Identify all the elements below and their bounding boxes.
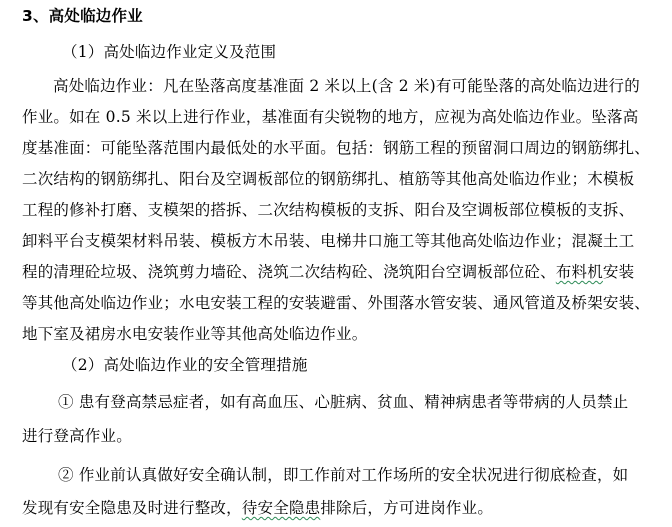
paragraph-line-2: 作业。如在 0.5 米以上进行作业，基准面有尖锐物的地方，应视为高处临边作业。坠落高 — [22, 108, 639, 126]
list-item-1-line-2: 进行登高作业。 — [22, 427, 132, 445]
list-item-2-line-1 — [58, 465, 628, 485]
list-item-1-line-1 — [58, 392, 628, 412]
paragraph-line-1: 高处临边作业：凡在坠落高度基准面 2 米以上(含 2 米)有可能坠落的高处临边进行的 — [53, 77, 640, 95]
list-item-2-line-2-after: 排除后，方可进岗作业。 — [320, 499, 494, 517]
paragraph-line-7-tail: 安装 — [602, 263, 635, 281]
subsection-1-title: （1）高处临边作业定义及范围 — [62, 43, 277, 61]
spellcheck-underlined-text: 布料机 — [555, 263, 603, 281]
paragraph-line-7 — [22, 262, 634, 282]
paragraph-line-7-text: 程的清理砼垃圾、浇筑剪力墙砼、浇筑二次结构砼、浇筑阳台空调板部位砼、 — [22, 263, 556, 281]
paragraph-line-5: 工程的修补打磨、支模架的搭拆、二次结构模板的支拆、阳台及空调板部位模板的支拆、 — [22, 201, 635, 219]
list-item-2-text: 作业前认真做好安全确认制，即工作前对工作场所的安全状况进行彻底检查，如 — [78, 466, 629, 484]
list-item-1-text: 患有登高禁忌症者，如有高血压、心脏病、贫血、精神病患者等带病的人员禁止 — [78, 393, 629, 411]
list-item-2-line-2 — [22, 498, 493, 518]
paragraph-line-3: 度基准面：可能坠落范围内最低处的水平面。包括：钢筋工程的预留洞口周边的钢筋绑扎、 — [22, 139, 651, 157]
spellcheck-underlined-text: 待安全隐患 — [241, 499, 321, 517]
paragraph-line-8: 等其他高处临边作业；水电安装工程的安装避雷、外围落水管安装、通风管道及桥架安装、 — [22, 294, 651, 312]
section-heading: 3、高处临边作业 — [22, 7, 143, 25]
list-item-2-line-2-before: 发现有安全隐患及时进行整改， — [22, 499, 242, 517]
list-item-1-marker: ① — [58, 393, 74, 411]
subsection-2-title: （2）高处临边作业的安全管理措施 — [62, 356, 308, 374]
paragraph-line-9: 地下室及裙房水电安装作业等其他高处临边作业。 — [22, 325, 368, 343]
paragraph-line-4: 二次结构的钢筋绑扎、阳台及空调板部位的钢筋绑扎、植筋等其他高处临边作业；木模板 — [22, 170, 635, 188]
paragraph-line-6: 卸料平台支模架材料吊装、模板方木吊装、电梯井口施工等其他高处临边作业；混凝土工 — [22, 232, 635, 250]
list-item-2-marker: ② — [58, 466, 74, 484]
